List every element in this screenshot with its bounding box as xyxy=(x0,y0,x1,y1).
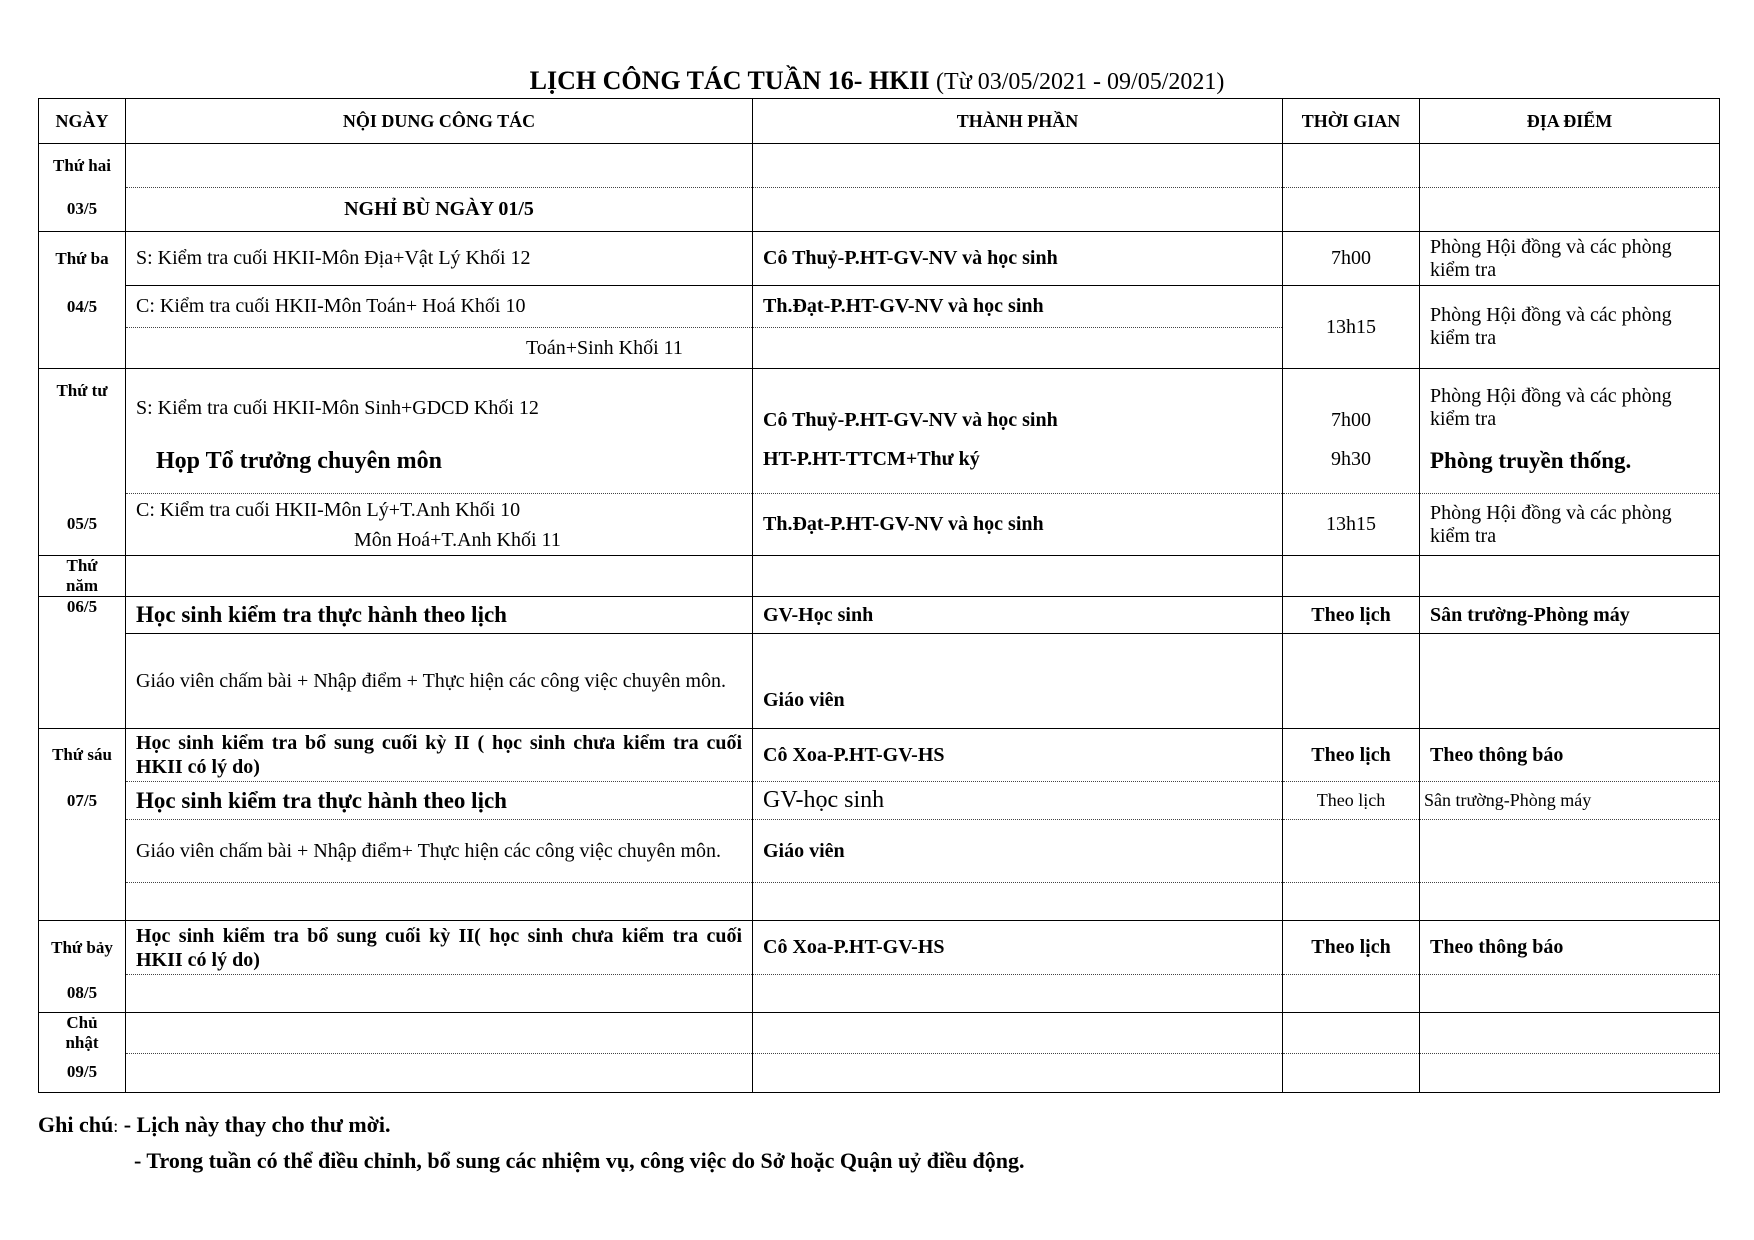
task-content: Học sinh kiểm tra thực hành theo lịch xyxy=(126,597,753,634)
task-place: Theo thông báo xyxy=(1420,729,1720,782)
header-place: ĐỊA ĐIỂM xyxy=(1420,99,1720,144)
task-content: Học sinh kiểm tra bổ sung cuối kỳ II ( học sinh chưa kiểm tra cuối HKII có lý do) xyxy=(126,729,753,782)
task-place: Theo thông báo xyxy=(1420,921,1720,975)
task-time: Theo lịch xyxy=(1283,597,1420,634)
table-row xyxy=(39,597,1720,634)
day-name: Thứ năm xyxy=(39,556,126,597)
note-text-1: - Lịch này thay cho thư mời. xyxy=(118,1112,391,1137)
task-content: Giáo viên chấm bài + Nhập điểm+ Thực hiện các công việc chuyên môn. xyxy=(126,820,753,883)
task-place: Phòng Hội đồng và các phòng kiểm tra xyxy=(1420,286,1720,369)
note-label: Ghi chú xyxy=(38,1112,114,1137)
header-time: THỜI GIAN xyxy=(1283,99,1420,144)
day-name: Thứ bảy xyxy=(39,921,126,975)
note-text-2: - Trong tuần có thể điều chỉnh, bổ sung các nhiệm vụ, công việc do Sở hoặc Quận uỷ điều động. xyxy=(134,1148,1025,1173)
task-members: Cô Thuỷ-P.HT-GV-NV và học sinh xyxy=(753,369,1283,448)
table-row xyxy=(39,556,1720,597)
task-members: HT-P.HT-TTCM+Thư ký xyxy=(753,448,1283,494)
task-content: Học sinh kiểm tra bổ sung cuối kỳ II( học sinh chưa kiểm tra cuối HKII có lý do) xyxy=(126,921,753,975)
task-members: Giáo viên xyxy=(753,820,1283,883)
table-row xyxy=(39,921,1720,975)
task-members: GV-học sinh xyxy=(753,782,1283,820)
page-title xyxy=(0,66,1754,96)
task-time: 13h15 xyxy=(1283,494,1420,556)
table-row xyxy=(39,369,1720,448)
day-name: Thứ hai xyxy=(39,144,126,188)
header-content: NỘI DUNG CÔNG TÁC xyxy=(126,99,753,144)
note-line-1 xyxy=(38,1112,391,1138)
task-content: Họp Tổ trưởng chuyên môn xyxy=(126,448,753,494)
table-row xyxy=(39,634,1720,729)
task-place: Sân trường-Phòng máy xyxy=(1420,597,1720,634)
note-colon: : xyxy=(113,1116,119,1136)
table-row xyxy=(39,782,1720,820)
day-date: 09/5 xyxy=(39,1053,126,1092)
table-row xyxy=(39,820,1720,883)
task-members: Cô Xoa-P.HT-GV-HS xyxy=(753,921,1283,975)
task-content xyxy=(126,494,753,556)
holiday-note: NGHỈ BÙ NGÀY 01/5 xyxy=(126,188,753,232)
task-members: GV-Học sinh xyxy=(753,597,1283,634)
task-members: Cô Xoa-P.HT-GV-HS xyxy=(753,729,1283,782)
task-time: Theo lịch xyxy=(1283,782,1420,820)
day-name: Chủ nhật xyxy=(39,1013,126,1054)
title-range: (Từ 03/05/2021 - 09/05/2021) xyxy=(936,69,1225,95)
task-members: Th.Đạt-P.HT-GV-NV và học sinh xyxy=(753,286,1283,328)
task-content: S: Kiểm tra cuối HKII-Môn Sinh+GDCD Khối 12 xyxy=(126,369,753,448)
table-row xyxy=(39,144,1720,188)
task-content: Giáo viên chấm bài + Nhập điểm + Thực hiện các công việc chuyên môn. xyxy=(126,634,753,729)
table-row xyxy=(39,286,1720,328)
task-place: Phòng Hội đồng và các phòng kiểm tra xyxy=(1420,369,1720,448)
task-time: Theo lịch xyxy=(1283,921,1420,975)
task-place: Phòng truyền thống. xyxy=(1420,448,1720,494)
task-content: Học sinh kiểm tra thực hành theo lịch xyxy=(126,782,753,820)
task-members: Th.Đạt-P.HT-GV-NV và học sinh xyxy=(753,494,1283,556)
table-row xyxy=(39,883,1720,921)
task-content: S: Kiểm tra cuối HKII-Môn Địa+Vật Lý Khối 12 xyxy=(126,232,753,286)
day-name: Thứ tư xyxy=(39,369,126,448)
header-day: NGÀY xyxy=(39,99,126,144)
task-place: Sân trường-Phòng máy xyxy=(1420,782,1720,820)
table-row xyxy=(39,232,1720,286)
day-date: 03/5 xyxy=(39,188,126,232)
title-main: LỊCH CÔNG TÁC TUẦN 16- HKII xyxy=(529,66,930,95)
day-name: Thứ sáu xyxy=(39,729,126,782)
task-time: 7h00 xyxy=(1283,232,1420,286)
task-content: C: Kiểm tra cuối HKII-Môn Toán+ Hoá Khối 10 xyxy=(126,286,753,328)
table-row xyxy=(39,1013,1720,1054)
header-row xyxy=(39,99,1720,144)
task-content-line: Môn Hoá+T.Anh Khối 11 xyxy=(354,528,561,551)
day-date: 05/5 xyxy=(39,494,126,556)
table-row xyxy=(39,729,1720,782)
day-date: 06/5 xyxy=(39,597,126,634)
task-time: Theo lịch xyxy=(1283,729,1420,782)
table-row xyxy=(39,1053,1720,1092)
task-place: Phòng Hội đồng và các phòng kiểm tra xyxy=(1420,232,1720,286)
task-members: Giáo viên xyxy=(753,634,1283,729)
task-time: 13h15 xyxy=(1283,286,1420,369)
table-row xyxy=(39,448,1720,494)
task-members: Cô Thuỷ-P.HT-GV-NV và học sinh xyxy=(753,232,1283,286)
day-name: Thứ ba xyxy=(39,232,126,286)
task-time: 7h00 xyxy=(1283,369,1420,448)
day-date: 08/5 xyxy=(39,975,126,1013)
day-date: 04/5 xyxy=(39,286,126,328)
task-place: Phòng Hội đồng và các phòng kiểm tra xyxy=(1420,494,1720,556)
day-date: 07/5 xyxy=(39,782,126,820)
schedule-table xyxy=(38,98,1720,1093)
table-row xyxy=(39,188,1720,232)
task-time: 9h30 xyxy=(1283,448,1420,494)
task-content: Toán+Sinh Khối 11 xyxy=(126,328,753,369)
task-content-line: C: Kiểm tra cuối HKII-Môn Lý+T.Anh Khối 10 xyxy=(136,498,521,521)
table-row xyxy=(39,975,1720,1013)
table-row xyxy=(39,494,1720,556)
header-members: THÀNH PHẦN xyxy=(753,99,1283,144)
